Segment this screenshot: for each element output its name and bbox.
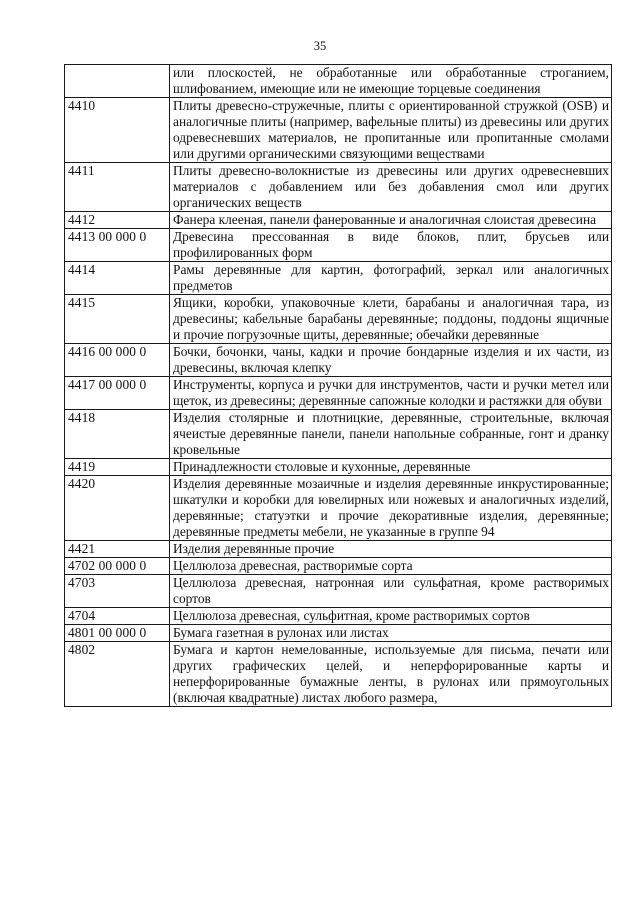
code-cell: 4415 xyxy=(65,295,170,344)
description-cell: Инструменты, корпуса и ручки для инструментов, части и ручки метел или щеток, из древесины; деревянные сапожные колодки и растяжки для обуви xyxy=(170,377,612,410)
description-cell: Бумага и картон немелованные, используемые для письма, печати или других графических целей, и неперфорированные карты и неперфорированные бумажные ленты, в рулонах или прямоугольных (включая квадратные) листах любого размера, xyxy=(170,642,612,707)
description-cell: Плиты древесно-стружечные, плиты с ориентированной стружкой (OSB) и аналогичные плиты (например, вафельные плиты) из древесины или других одревесневших материалов, не пропитанные или пропитанные смолами или другими органическими связующими веществами xyxy=(170,98,612,163)
code-cell: 4412 xyxy=(65,212,170,229)
description-cell: Рамы деревянные для картин, фотографий, зеркал или аналогичных предметов xyxy=(170,262,612,295)
description-cell: Плиты древесно-волокнистые из древесины или других одревесневших материалов с добавлением или без добавления смол или других органических веществ xyxy=(170,163,612,212)
table-row xyxy=(65,163,612,212)
code-cell: 4703 xyxy=(65,575,170,608)
table-row xyxy=(65,410,612,459)
description-cell: Фанера клееная, панели фанерованные и аналогичная слоистая древесина xyxy=(170,212,612,229)
code-cell: 4704 xyxy=(65,608,170,625)
description-cell: или плоскостей, не обработанные или обработанные строганием, шлифованием, имеющие или не имеющие торцевые соединения xyxy=(170,65,612,98)
table-row xyxy=(65,575,612,608)
table-row xyxy=(65,65,612,98)
code-cell: 4420 xyxy=(65,476,170,541)
page-number: 35 xyxy=(313,39,327,53)
code-cell: 4411 xyxy=(65,163,170,212)
description-cell: Бумага газетная в рулонах или листах xyxy=(170,625,612,642)
table-row xyxy=(65,344,612,377)
description-cell: Целлюлоза древесная, сульфитная, кроме растворимых сортов xyxy=(170,608,612,625)
table-row xyxy=(65,459,612,476)
code-cell xyxy=(65,65,170,98)
table-row xyxy=(65,625,612,642)
code-cell: 4413 00 000 0 xyxy=(65,229,170,262)
description-cell: Ящики, коробки, упаковочные клети, барабаны и аналогичная тара, из древесины; кабельные барабаны деревянные; поддоны, поддоны ящичные и прочие погрузочные щиты, деревянные; обечайки деревянные xyxy=(170,295,612,344)
table-row xyxy=(65,608,612,625)
code-cell: 4801 00 000 0 xyxy=(65,625,170,642)
description-cell: Изделия деревянные прочие xyxy=(170,541,612,558)
description-cell: Целлюлоза древесная, растворимые сорта xyxy=(170,558,612,575)
description-cell: Древесина прессованная в виде блоков, плит, брусьев или профилированных форм xyxy=(170,229,612,262)
table-row xyxy=(65,98,612,163)
code-cell: 4421 xyxy=(65,541,170,558)
table-row xyxy=(65,476,612,541)
description-cell: Бочки, бочонки, чаны, кадки и прочие бондарные изделия и их части, из древесины, включая клепку xyxy=(170,344,612,377)
table-row xyxy=(65,212,612,229)
table-row xyxy=(65,229,612,262)
description-cell: Принадлежности столовые и кухонные, деревянные xyxy=(170,459,612,476)
description-cell: Целлюлоза древесная, натронная или сульфатная, кроме растворимых сортов xyxy=(170,575,612,608)
table-row xyxy=(65,262,612,295)
code-cell: 4802 xyxy=(65,642,170,707)
code-cell: 4419 xyxy=(65,459,170,476)
code-cell: 4414 xyxy=(65,262,170,295)
code-cell: 4410 xyxy=(65,98,170,163)
table-row xyxy=(65,558,612,575)
code-cell: 4417 00 000 0 xyxy=(65,377,170,410)
description-cell: Изделия столярные и плотницкие, деревянные, строительные, включая ячеистые деревянные панели, панели напольные собранные, гонт и дранку кровельные xyxy=(170,410,612,459)
code-cell: 4416 00 000 0 xyxy=(65,344,170,377)
code-cell: 4418 xyxy=(65,410,170,459)
table-row xyxy=(65,541,612,558)
description-cell: Изделия деревянные мозаичные и изделия деревянные инкрустированные; шкатулки и коробки для ювелирных или ножевых и аналогичных изделий, деревянные; статуэтки и прочие декоративные изделия, деревянные; деревянные предметы мебели, не указанные в группе 94 xyxy=(170,476,612,541)
table-row xyxy=(65,295,612,344)
table-row xyxy=(65,642,612,707)
code-cell: 4702 00 000 0 xyxy=(65,558,170,575)
table-row xyxy=(65,377,612,410)
tnved-codes-table xyxy=(64,64,612,707)
